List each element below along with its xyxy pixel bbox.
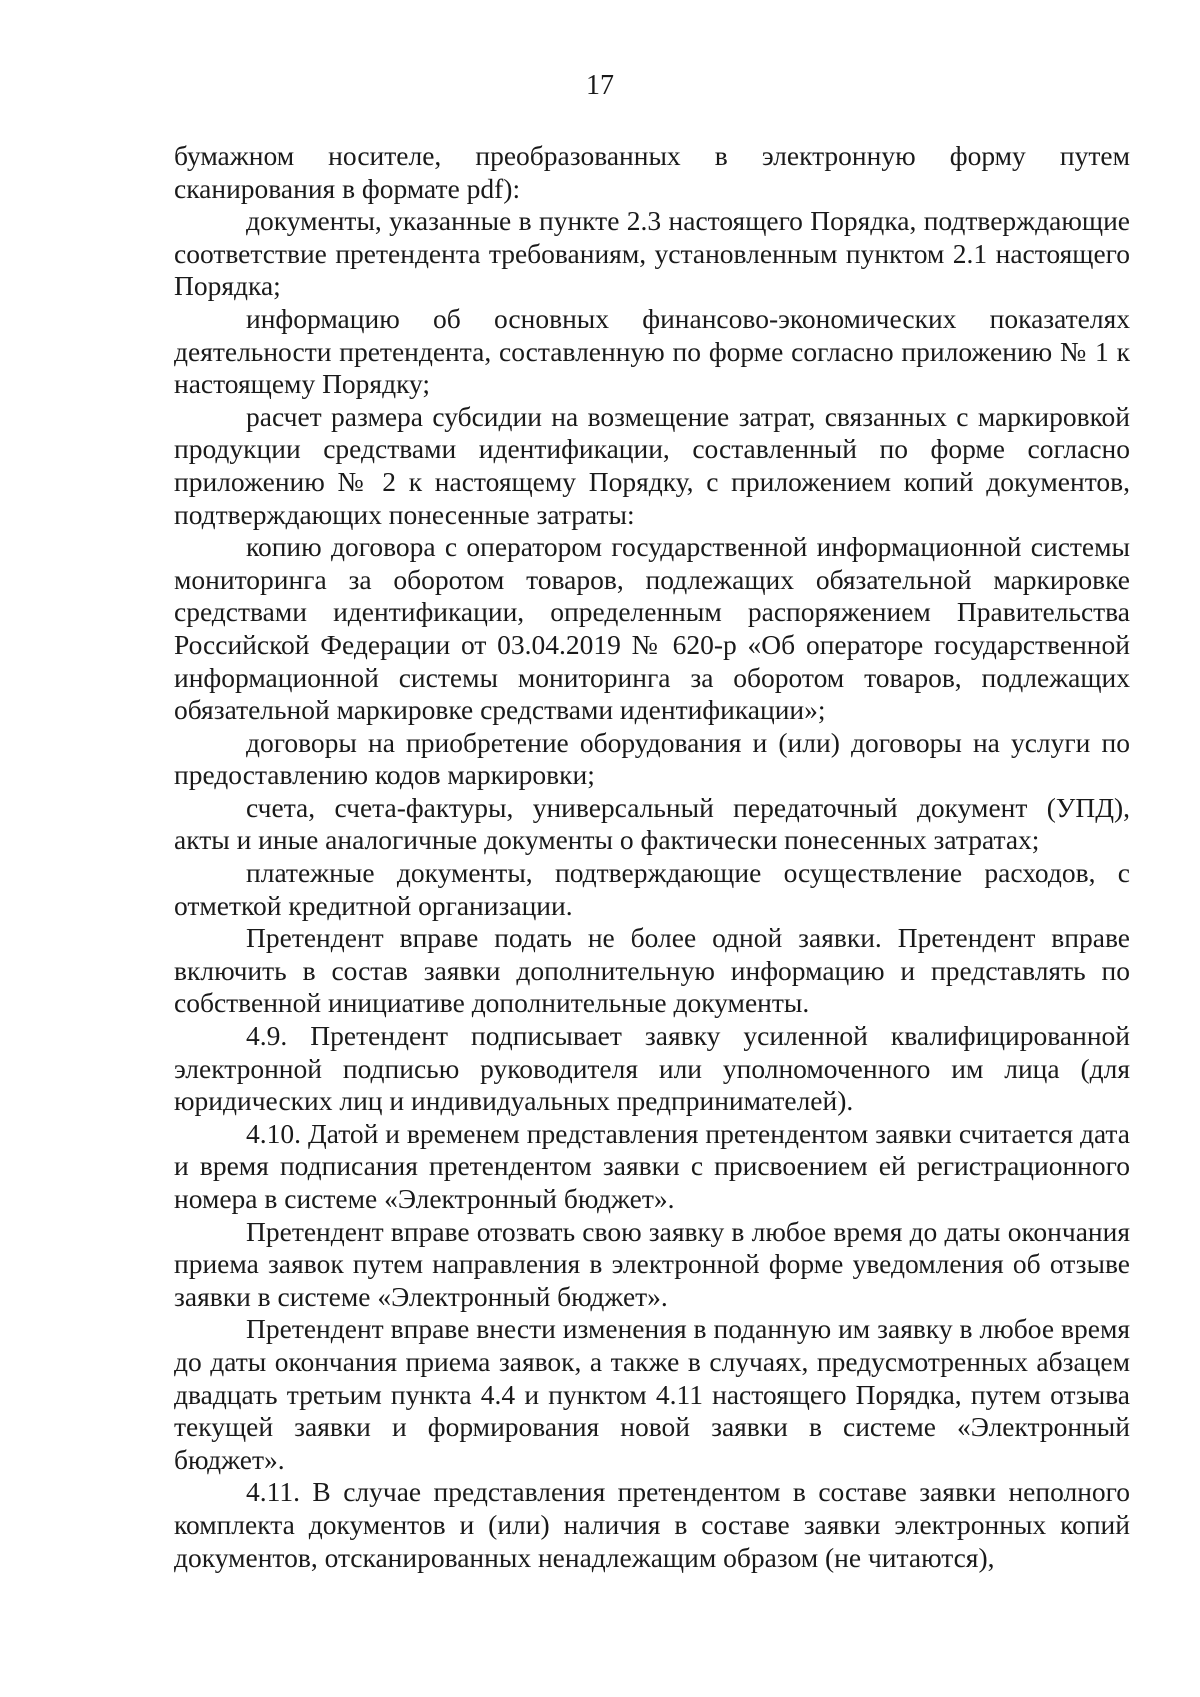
page-number: 17 — [586, 70, 614, 101]
paragraph: Претендент вправе подать не более одной заявки. Претендент вправе включить в состав заявки дополнительную информацию и представлять по собственной инициативе дополнительные документы. — [174, 922, 1130, 1019]
document-body — [174, 140, 1130, 1574]
paragraph: счета, счета-фактуры, универсальный передаточный документ (УПД), акты и иные аналогичные документы о фактически понесенных затратах; — [174, 791, 1130, 856]
paragraph: договоры на приобретение оборудования и (или) договоры на услуги по предоставлению кодов маркировки; — [174, 726, 1130, 791]
paragraph: платежные документы, подтверждающие осуществление расходов, с отметкой кредитной организации. — [174, 857, 1130, 921]
paragraph: Претендент вправе отозвать свою заявку в любое время до даты окончания приема заявок путем направления в электронной форме уведомления об отзыве заявки в системе «Электронный бюджет». — [174, 1215, 1130, 1312]
paragraph: документы, указанные в пункте 2.3 настоящего Порядка, подтверждающие соответствие претендента требованиям, установленным пунктом 2.1 настоящего Порядка; — [174, 205, 1130, 302]
paragraph: 4.10. Датой и временем представления претендентом заявки считается дата и время подписания претендентом заявки с присвоением ей регистрационного номера в системе «Электронный бюджет». — [174, 1117, 1130, 1214]
paragraph: бумажном носителе, преобразованных в электронную форму путем сканирования в формате pdf): — [174, 140, 1130, 204]
paragraph: информацию об основных финансово-экономических показателях деятельности претендента, составленную по форме согласно приложению № 1 к настоящему Порядку; — [174, 302, 1130, 400]
paragraph: расчет размера субсидии на возмещение затрат, связанных с маркировкой продукции средствами идентификации, составленный по форме согласно приложению № 2 к настоящему Порядку, с приложением копий документов, подтверждающих понесенные затраты: — [174, 400, 1130, 530]
paragraph: копию договора с оператором государственной информационной системы мониторинга за оборотом товаров, подлежащих обязательной маркировке средствами идентификации, определенным распоряжением Правительства Российской Федерации от 03.04.2019 № 620-р «Об операторе государственной информационной системы мониторинга за оборотом товаров, подлежащих обязательной маркировке средствами идентификации»; — [174, 531, 1130, 726]
paragraph: 4.9. Претендент подписывает заявку усиленной квалифицированной электронной подписью руководителя или уполномоченного им лица (для юридических лиц и индивидуальных предпринимателей). — [174, 1020, 1130, 1117]
paragraph: 4.11. В случае представления претендентом в составе заявки неполного комплекта документов и (или) наличия в составе заявки электронных копий документов, отсканированных ненадлежащим образом (не читаются), — [174, 1476, 1130, 1573]
paragraph: Претендент вправе внести изменения в поданную им заявку в любое время до даты окончания приема заявок, а также в случаях, предусмотренных абзацем двадцать третьим пункта 4.4 и пунктом 4.11 настоящего Порядка, путем отзыва текущей заявки и формирования новой заявки в системе «Электронный бюджет». — [174, 1313, 1130, 1475]
